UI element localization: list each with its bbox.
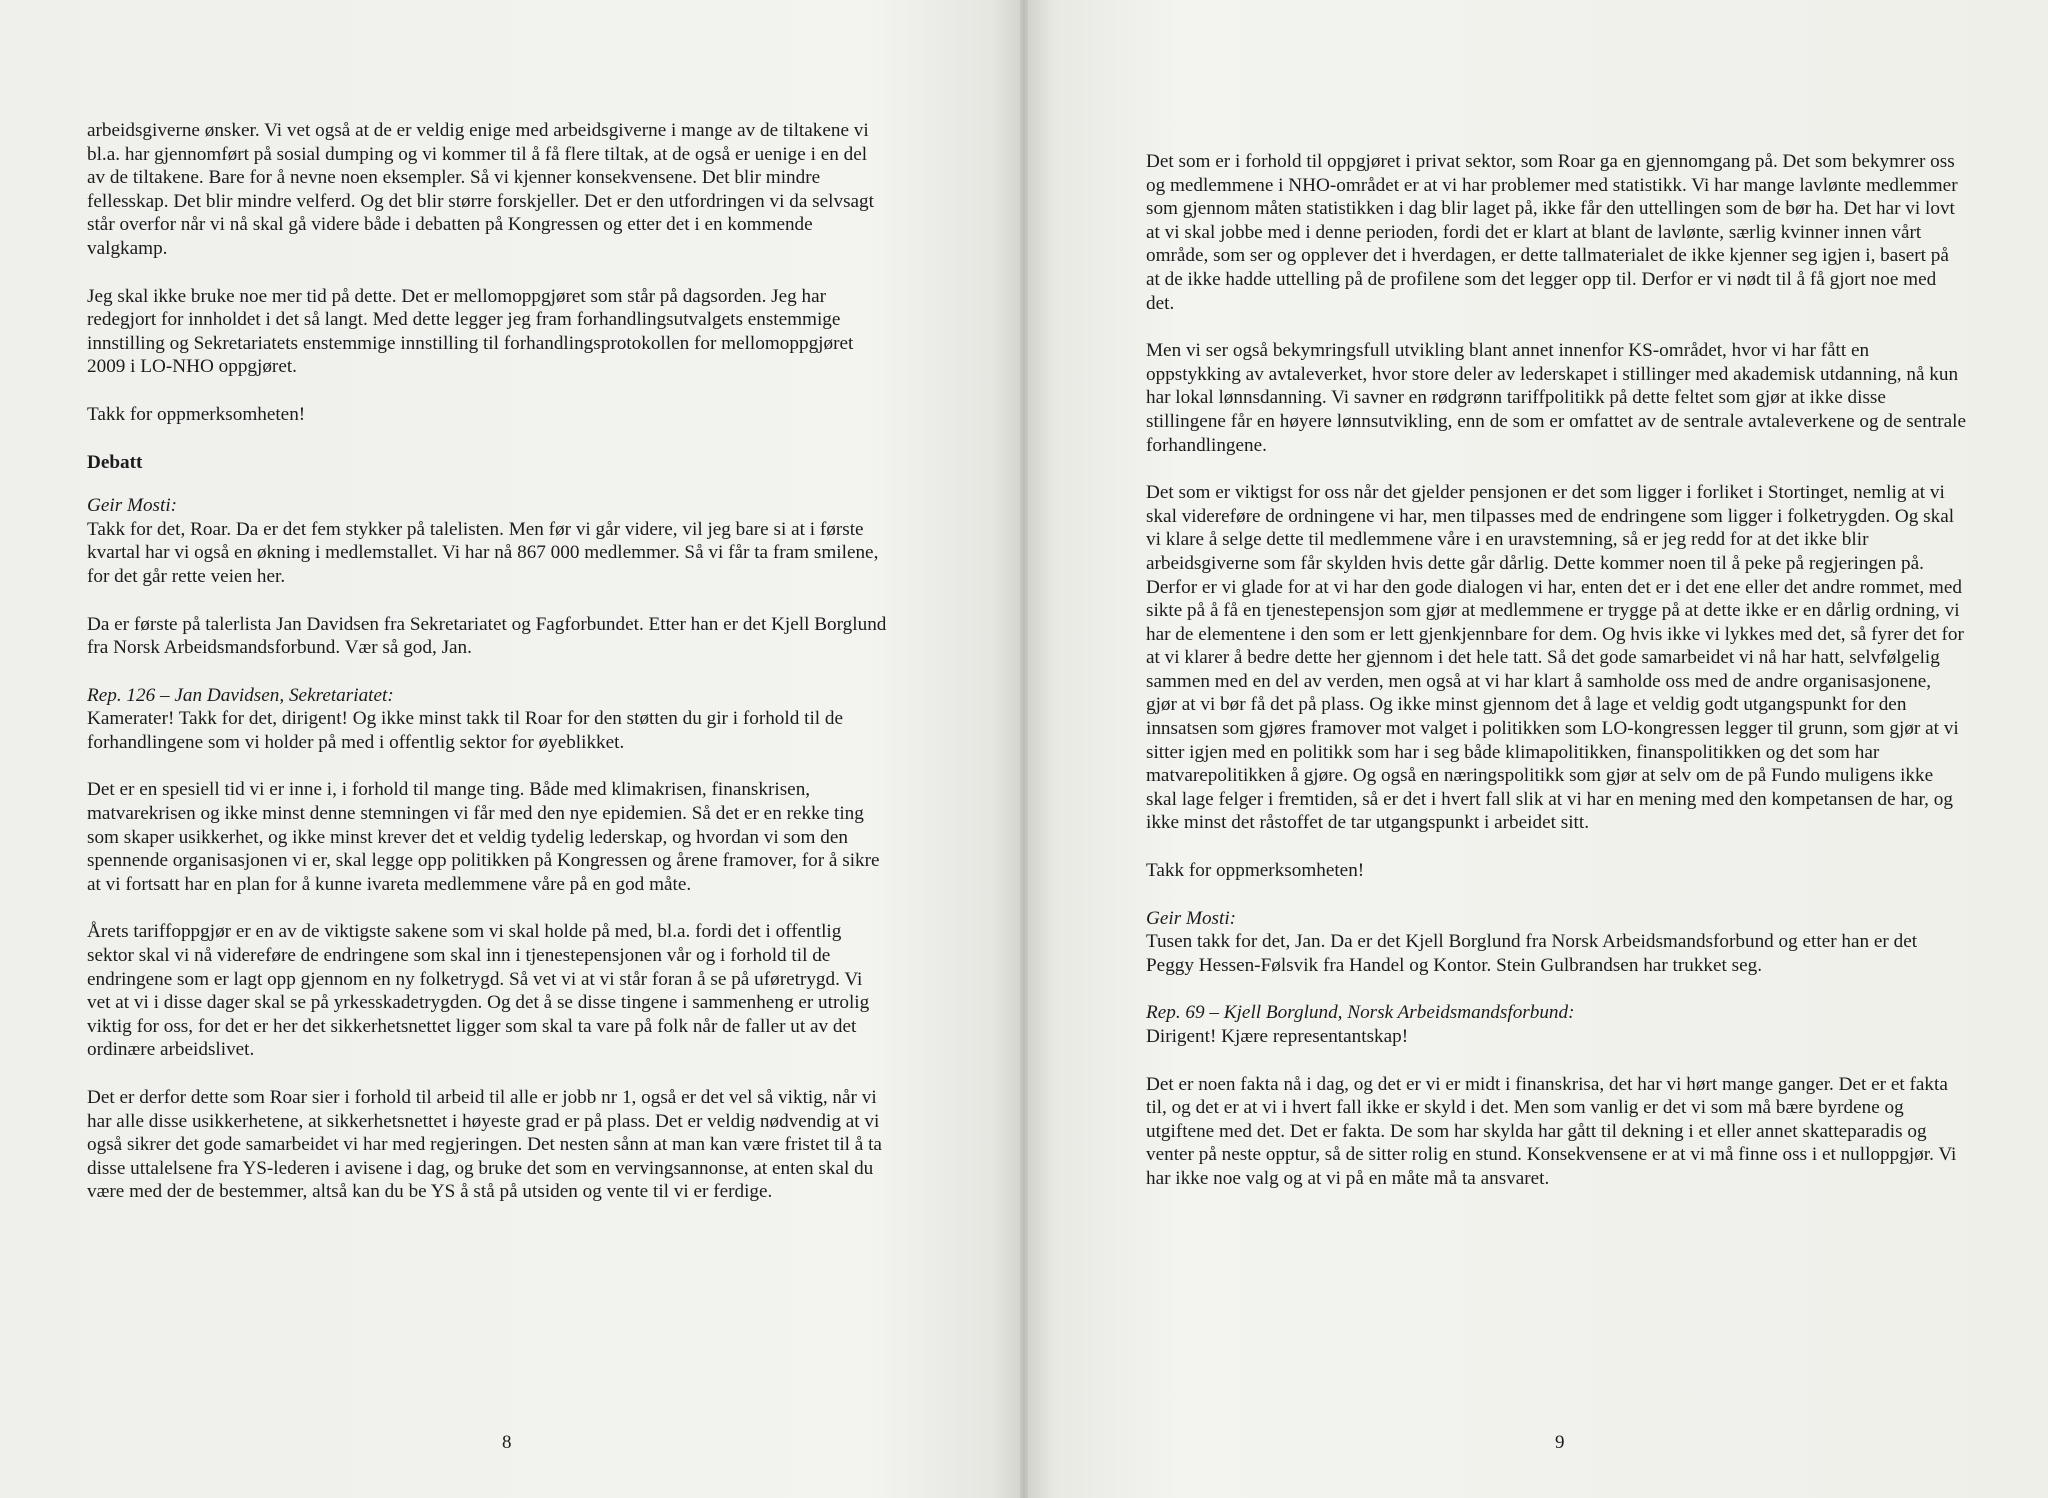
- paragraph: Takk for oppmerksomheten!: [87, 403, 306, 425]
- paragraph: Kamerater! Takk for det, dirigent! Og ikke minst takk til Roar for den støtten du gir i forhold til de forhandlingene som vi holder på med i offentlig sektor for øyeblikket.: [87, 708, 844, 753]
- paragraph: Det er derfor dette som Roar sier i forhold til arbeid til alle er jobb nr 1, også er det vel så viktig, når vi har alle disse usikkerhetene, at sikkerhetsnettet i høyeste grad er på plass. Det er veldig nødvendig at vi også sikrer det gode samarbeidet vi har med regjeringen. Det nesten sånn at man kan være fristet til å ta disse uttalelsene fra YS-lederen i avisene i dag, og bruke det som en vervingsannonse, at enten skal du være med der de bestemmer, altså kan du be YS å stå på utsiden og vente til vi er ferdige.: [87, 1087, 882, 1203]
- right-page-content: [1146, 150, 1966, 1191]
- speaker-label: Rep. 69 – Kjell Borglund, Norsk Arbeidsmandsforbund:: [1146, 1002, 1575, 1024]
- paragraph: Det som er i forhold til oppgjøret i privat sektor, som Roar ga en gjennomgang på. Det som bekymrer oss og medlemmene i NHO-området er at vi har problemer med statistikk. Vi har mange lavlønte medlemmer som gjennom måten statistikken i dag blir laget på, ikke får den uttellingen som de bør ha. Det har vi lovt at vi skal jobbe med i denne perioden, fordi det er klart at blant de lavlønte, særlig kvinner innen vårt område, som ser og opplever det i hverdagen, er dette tallmaterialet de ikke kjenner seg igjen i, basert på at de ikke hadde uttelling på de profilene som det legger opp til. Derfor er vi nødt til å få gjort noe med det.: [1146, 151, 1958, 314]
- paragraph: Jeg skal ikke bruke noe mer tid på dette. Det er mellomoppgjøret som står på dagsorden. Jeg har redegjort for innholdet i det så langt. Med dette legger jeg fram forhandlingsutvalgets enstemmige innstilling og Sekretariatets enstemmige innstilling til forhandlingsprotokollen for mellomoppgjøret 2009 i LO-NHO oppgjøret.: [87, 285, 854, 378]
- paragraph: Takk for det, Roar. Da er det fem stykker på talelisten. Men før vi går videre, vil jeg bare si at i første kvartal har vi også en økning i medlemstallet. Vi har nå 867 000 medlemmer. Så vi får ta fram smilene, for det går rette veien her.: [87, 518, 879, 587]
- book-gutter: [1020, 0, 1028, 1498]
- paragraph: Det som er viktigst for oss når det gjelder pensjonen er det som ligger i forliket i Stortinget, nemlig at vi skal videreføre de ordningene vi har, men tilpasses med de endringene som ligger i folketrygden. Og skal vi klare å selge dette til medlemmene våre i en uravstemning, så er jeg redd for at det ikke blir arbeidsgiverne som får skylden hvis dette går dårlig. Dette kommer noen til å peke på regjeringen på. Derfor er vi glade for at vi har den gode dialogen vi har, enten det er i det ene eller det andre rommet, med sikte på å få en tjenestepensjon som gjør at medlemmene er trygge på at dette ikke er en dårlig ordning, vi har de elementene i den som er lett gjenkjennbare for dem. Og hvis ikke vi lykkes med det, så fyrer det for at vi klarer å bedre dette her gjennom i det hele tatt. Så det gode samarbeidet vi nå har hatt, selvfølgelig sammen med en del av verden, men også at vi har klart å samholde oss med de andre organisasjonene, gjør at vi bør få det på plass. Og ikke minst gjennom det å lage et veldig godt utgangspunkt for den innsatsen som gjøres framover mot valget i politikken som LO-kongressen legger til grunn, som gjør at vi sitter igjen med en politikk som har i seg både klimapolitikken, finanspolitikken og det som har matvarepolitikken å gjøre. Og også en næringspolitikk som gjør at selv om de på Fundo muligens ikke skal lage felger i fremtiden, så er det i hvert fall slik at vi har en mening med den kompetansen de har, og ikke minst det råstoffet de tar utgangspunkt i arbeidet sitt.: [1146, 482, 1964, 834]
- paragraph: Da er første på talerlista Jan Davidsen fra Sekretariatet og Fagforbundet. Etter han er det Kjell Borglund fra Norsk Arbeidsmandsforbund. Vær så god, Jan.: [87, 613, 887, 659]
- section-heading-debatt: Debatt: [87, 451, 143, 473]
- speaker-label: Geir Mosti:: [87, 495, 178, 517]
- paragraph: Tusen takk for det, Jan. Da er det Kjell Borglund fra Norsk Arbeidsmandsforbund og etter han er det Peggy Hessen-Følsvik fra Handel og Kontor. Stein Gulbrandsen har trukket seg.: [1146, 931, 1918, 976]
- page-number: 8: [502, 1432, 512, 1453]
- page-number: 9: [1555, 1432, 1565, 1453]
- paragraph: Dirigent! Kjære representantskap!: [1146, 1026, 1409, 1047]
- paragraph: Årets tariffoppgjør er en av de viktigste sakene som vi skal holde på med, bl.a. fordi det i offentlig sektor skal vi nå videreføre de endringene som skal inn i tjenestepensjonen vår og i forhold til de endringene som er lagt opp gjennom en ny folketrygd. Så vet vi at vi står foran å se på uføretrygd. Vi vet at vi i disse dager skal se på yrkesskadetrygden. Og det å se disse tingene i sammenheng er utrolig viktig for oss, for det er her det sikkerhetsnettet ligger som skal ta vare på folk når de faller ut av det ordinære arbeidslivet.: [87, 921, 870, 1061]
- right-page: [1024, 0, 2048, 1498]
- left-page-content: [87, 119, 887, 1204]
- paragraph: Det er en spesiell tid vi er inne i, i forhold til mange ting. Både med klimakrisen, finanskrisen, matvarekrisen og ikke minst denne stemningen vi får med den nye epidemien. Så det er en rekke ting som skaper usikkerhet, og ikke minst krever det et veldig tydelig lederskap, og hvordan vi som den spennende organisasjonen vi er, skal legge opp politikken på Kongressen og årene framover, for å sikre at vi fortsatt har en plan for å kunne ivareta medlemmene våre på en god måte.: [87, 779, 880, 895]
- paragraph: Det er noen fakta nå i dag, og det er vi er midt i finanskrisa, det har vi hørt mange ganger. Det er et fakta til, og det er at vi i hvert fall ikke er skyld i det. Men som vanlig er det vi som må bære byrdene og utgiftene med det. Det er fakta. De som har skylda har gått til dekning i et eller annet skatteparadis og venter på neste opptur, så de sitter rolig en stund. Konsekvensene er at vi må finne oss i et nulloppgjør. Vi har ikke noe valg og at vi på en måte må ta ansvaret.: [1146, 1073, 1957, 1189]
- paragraph: Takk for oppmerksomheten!: [1146, 860, 1365, 882]
- paragraph: Men vi ser også bekymringsfull utvikling blant annet innenfor KS-området, hvor vi har fått en oppstykking av avtaleverket, hvor store deler av lederskapet i stillinger med akademisk utdanning, nå kun har lokal lønnsdanning. Vi savner en rødgrønn tariffpolitikk på dette feltet som gjør at ikke disse stillingene får en høyere lønnsutvikling, enn de som er omfattet av de sentrale avtaleverkene og de sentrale forhandlingene.: [1146, 340, 1966, 456]
- speaker-label: Geir Mosti:: [1146, 907, 1237, 929]
- speaker-label: Rep. 126 – Jan Davidsen, Sekretariatet:: [87, 684, 394, 706]
- paragraph: arbeidsgiverne ønsker. Vi vet også at de er veldig enige med arbeidsgiverne i mange av de tiltakene vi bl.a. har gjennomført på sosial dumping og vi kommer til å få flere tiltak, at de også er uenige i en del av de tiltakene. Bare for å nevne noen eksempler. Så vi kjenner konsekvensene. Det blir mindre fellesskap. Det blir mindre velferd. Og det blir større forskjeller. Det er den utfordringen vi da selvsagt står overfor når vi nå skal gå videre både i debatten på Kongressen og etter det i en kommende valgkamp.: [87, 120, 874, 259]
